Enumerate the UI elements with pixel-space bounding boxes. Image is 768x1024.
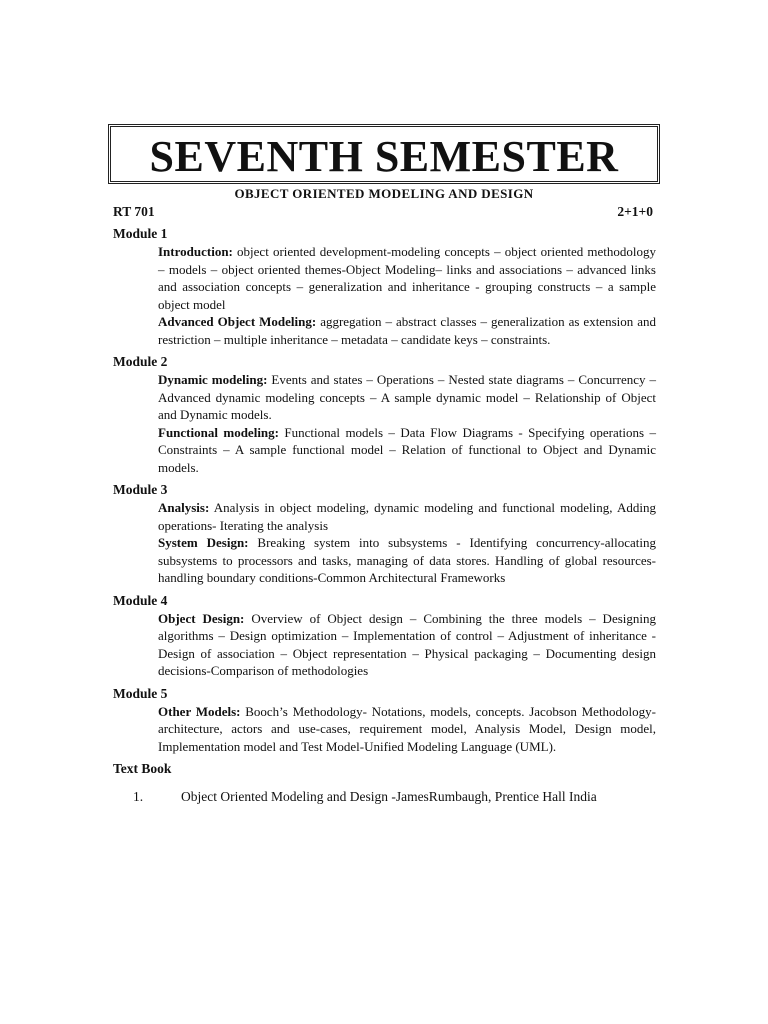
topic-advanced-object-modeling — [158, 313, 656, 348]
module-1 — [113, 225, 656, 348]
topic-text: Functional models – Data Flow Diagrams - Specifying operations – Constraints – A sample functional model – Relation of functional to Object and Dynamic models. — [158, 424, 656, 475]
topic-text: object oriented development-modeling concepts – object oriented methodology – models – object oriented themes-Object Modeling– links and associations – advanced links and association concepts – generalization and inheritance - grouping constructs – a sample object model — [158, 244, 656, 312]
module-heading: Module 1 — [113, 226, 168, 241]
topic-dynamic-modeling — [158, 371, 656, 424]
topic-label: Introduction: — [158, 244, 233, 259]
module-heading: Module 5 — [113, 685, 168, 701]
course-code-row — [113, 204, 653, 222]
module-heading: Module 3 — [113, 482, 168, 497]
topic-object-design — [158, 610, 656, 680]
topic-label: Object Design: — [158, 610, 245, 626]
topic-introduction — [158, 243, 656, 313]
topic-text: Events and states – Operations – Nested state diagrams – Concurrency – Advanced dynamic modeling concepts – A sample dynamic model – Relationship of Object and Dynamic models. — [158, 372, 656, 422]
page-title: SEVENTH SEMESTER — [149, 132, 619, 181]
textbook-item-number: 1. — [133, 789, 144, 804]
module-5 — [113, 685, 656, 756]
textbook-heading: Text Book — [113, 761, 172, 776]
topic-functional-modeling — [158, 424, 656, 477]
textbook-item — [113, 788, 656, 806]
syllabus-content — [113, 225, 656, 806]
module-heading: Module 4 — [113, 592, 168, 608]
topic-text: Overview of Object design – Combining the three models – Designing algorithms – Design optimization – Implementation of control – Adjustment of inheritance - Design of association – Object representation – Physical packaging – Documenting design decisions-Comparison of methodologies — [158, 610, 656, 678]
topic-text: aggregation – abstract classes – generalization as extension and restriction – multiple inheritance – metadata – candidate keys – constraints. — [158, 314, 657, 347]
module-2 — [113, 353, 656, 476]
module-4 — [113, 592, 656, 680]
course-credits: 2+1+0 — [617, 204, 653, 219]
topic-other-models — [158, 703, 656, 756]
topic-text: Breaking system into subsystems - Identifying concurrency-allocating subsystems to processors and tasks, managing of data stores. Handling of global resources- handling boundary conditions-Common Architectural Frameworks — [158, 535, 656, 585]
topic-text: Booch’s Methodology- Notations, models, concepts. Jacobson Methodology- architecture, actors and use-cases, requirement model, Analysis Model, Design model, Implementation model and Test Model-Unified Modeling Language (UML). — [158, 703, 656, 754]
topic-label: Functional modeling: — [158, 424, 279, 440]
topic-system-design — [158, 534, 656, 587]
topic-label: Dynamic modeling: — [158, 372, 268, 387]
subject-title: OBJECT ORIENTED MODELING AND DESIGN — [234, 186, 534, 201]
title-box — [108, 124, 660, 184]
topic-label: Analysis: — [158, 500, 210, 515]
topic-label: Advanced Object Modeling: — [158, 314, 317, 329]
topic-label: System Design: — [158, 535, 249, 550]
module-3 — [113, 481, 656, 587]
topic-label: Other Models: — [158, 703, 241, 719]
topic-text: Analysis in object modeling, dynamic modeling and functional modeling, Adding operations- Iterating the analysis — [158, 500, 656, 533]
textbook-item-text: Object Oriented Modeling and Design -JamesRumbaugh, Prentice Hall India — [181, 789, 597, 804]
course-code: RT 701 — [113, 204, 155, 219]
module-heading: Module 2 — [113, 354, 168, 369]
topic-analysis — [158, 499, 656, 534]
